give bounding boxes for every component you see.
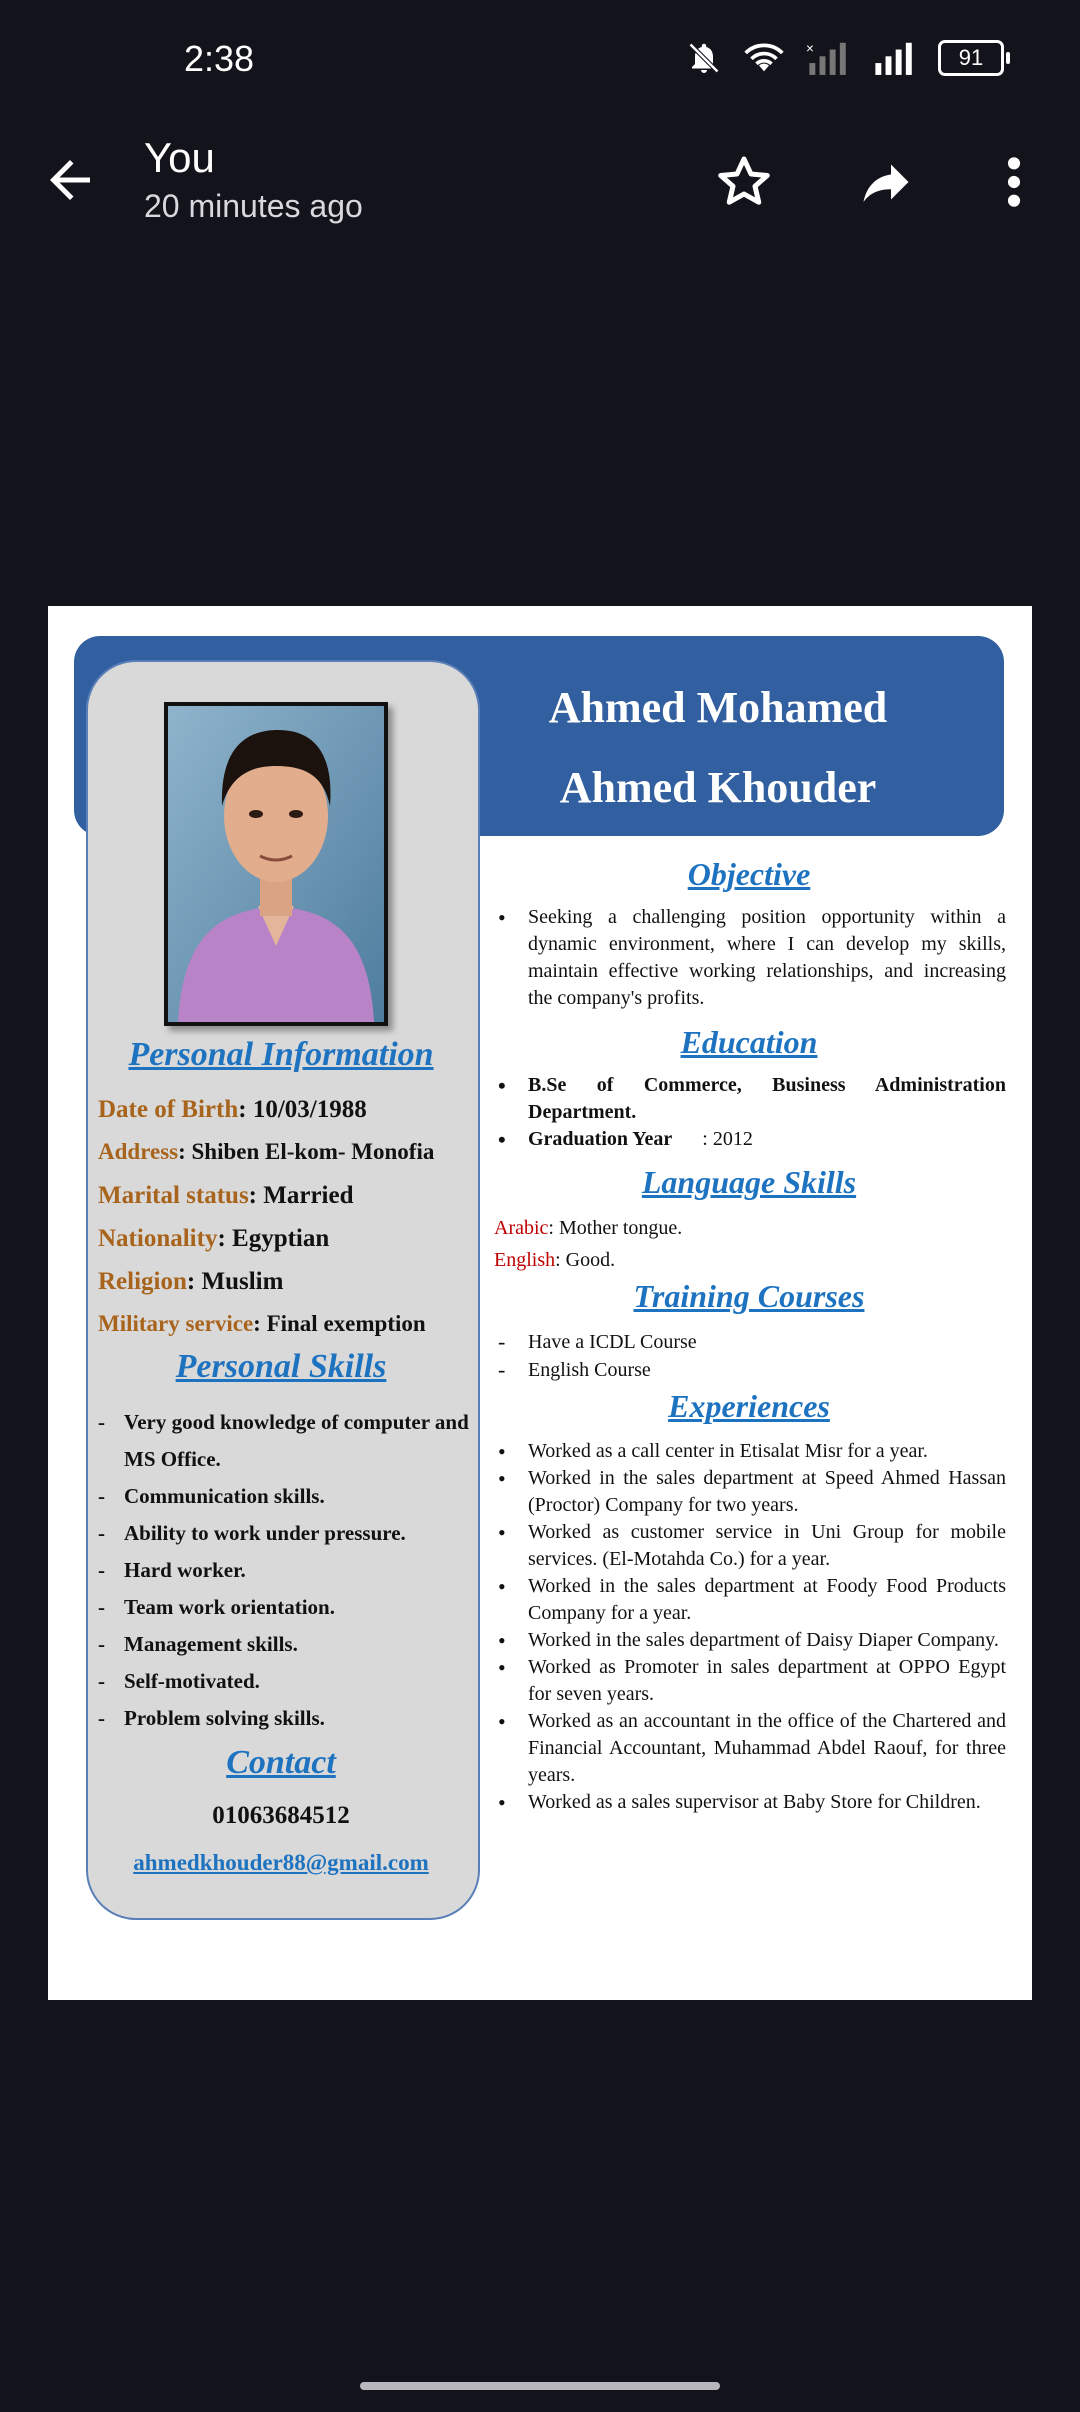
list-item: • Worked as a sales supervisor at Baby Store for Children. xyxy=(498,1790,981,1815)
list-item: • Worked as an accountant in the office of the Chartered and Financial Accountant, Muhammad Abdel Raouf, for three years. xyxy=(498,1709,1006,1786)
status-icons xyxy=(686,40,1004,76)
objective-heading: Objective xyxy=(687,856,811,892)
info-row-military xyxy=(98,1311,426,1337)
notifications-muted-icon xyxy=(686,40,722,76)
list-item: - Communication skills. xyxy=(98,1484,325,1508)
contact-email-link[interactable]: ahmedkhouder88@gmail.com xyxy=(133,1850,429,1875)
list-item: - Problem solving skills. xyxy=(98,1706,325,1730)
info-label: Military service xyxy=(98,1311,254,1336)
experiences-list xyxy=(492,1438,1006,1816)
list-item: • Worked in the sales department at Foody Food Products Company for a year. xyxy=(498,1574,1006,1624)
contact-phone: 01063684512 xyxy=(212,1802,350,1829)
status-bar xyxy=(0,0,1080,120)
resume-name-line1: Ahmed Mohamed xyxy=(548,683,888,732)
list-item: - Ability to work under pressure. xyxy=(98,1521,406,1545)
more-vertical-icon xyxy=(1004,154,1024,210)
signal-weak-icon xyxy=(806,41,850,75)
resume-image[interactable] xyxy=(48,606,1032,2000)
info-label: Date of Birth xyxy=(98,1096,239,1123)
info-row-religion xyxy=(98,1268,283,1296)
info-label: Nationality xyxy=(98,1225,218,1252)
list-item: • Graduation Year : 2012 xyxy=(498,1127,753,1152)
home-gesture-bar[interactable] xyxy=(360,2382,720,2390)
wifi-icon xyxy=(744,41,784,75)
forward-button[interactable] xyxy=(850,146,922,218)
education-list xyxy=(492,1072,1006,1153)
list-item: • B.Se of Commerce, Business Administration Department. xyxy=(498,1073,1006,1123)
sender-name: You xyxy=(144,134,215,181)
info-row-marital xyxy=(98,1182,353,1210)
list-item: • Worked as Promoter in sales department at OPPO Egypt for seven years. xyxy=(498,1655,1006,1705)
info-label: Religion xyxy=(98,1268,187,1295)
share-arrow-icon xyxy=(854,152,918,212)
list-item: Arabic: Mother tongue. xyxy=(494,1217,683,1239)
list-item: - Very good knowledge of computer and MS Office. xyxy=(98,1410,469,1471)
list-item: English: Good. xyxy=(494,1249,616,1271)
training-courses-heading: Training Courses xyxy=(633,1278,865,1314)
arrow-left-icon xyxy=(40,150,100,210)
personal-skills-heading: Personal Skills xyxy=(175,1348,387,1385)
list-item: - Have a ICDL Course xyxy=(498,1329,697,1354)
more-options-button[interactable] xyxy=(978,146,1050,218)
info-value: : Married xyxy=(248,1182,354,1209)
list-item: • Seeking a challenging position opportunity within a dynamic environment, where I can develop my skills, maintain effective working relationships, and increasing the company's profits. xyxy=(498,905,1006,1009)
languages-list xyxy=(494,1212,1008,1276)
list-item: • Worked as a call center in Etisalat Misr for a year. xyxy=(498,1439,928,1464)
profile-photo xyxy=(164,702,388,1026)
objective-text xyxy=(492,904,1006,1012)
contact-heading: Contact xyxy=(226,1744,336,1781)
svg-text:×: × xyxy=(806,41,814,56)
experiences-heading: Experiences xyxy=(668,1388,830,1424)
app-bar xyxy=(0,120,1080,240)
timestamp: 20 minutes ago xyxy=(144,188,363,224)
info-row-address xyxy=(98,1139,434,1165)
list-item: • Worked in the sales department of Daisy Diaper Company. xyxy=(498,1628,999,1653)
info-value: : Egyptian xyxy=(217,1225,330,1252)
info-row-nationality xyxy=(98,1225,329,1253)
list-item: • Worked as customer service in Uni Group for mobile services. (El-Motahda Co.) for a year. xyxy=(498,1520,1006,1570)
info-value: : Muslim xyxy=(186,1268,284,1295)
info-row-dob xyxy=(98,1096,367,1124)
education-heading: Education xyxy=(680,1024,818,1060)
star-icon xyxy=(714,152,774,212)
skills-list xyxy=(98,1404,478,1737)
list-item: - Self-motivated. xyxy=(98,1669,260,1693)
info-value: : Shiben El-kom- Monofia xyxy=(178,1139,435,1164)
info-value: : 10/03/1988 xyxy=(238,1096,367,1123)
personal-info-heading: Personal Information xyxy=(128,1036,434,1073)
signal-strong-icon xyxy=(872,41,916,75)
info-value: : Final exemption xyxy=(253,1311,426,1336)
training-list xyxy=(492,1328,1006,1384)
list-item: - Management skills. xyxy=(98,1632,298,1656)
language-skills-heading: Language Skills xyxy=(641,1164,857,1200)
list-item: • Worked in the sales department at Speed Ahmed Hassan (Proctor) Company for two years. xyxy=(498,1466,1006,1516)
info-label: Marital status xyxy=(98,1182,249,1209)
info-label: Address xyxy=(98,1139,179,1164)
back-button[interactable] xyxy=(40,150,110,210)
list-item: - Team work orientation. xyxy=(98,1595,335,1619)
list-item: - English Course xyxy=(498,1357,651,1382)
status-time: 2:38 xyxy=(184,38,255,79)
star-button[interactable] xyxy=(708,146,780,218)
resume-name-line2: Ahmed Khouder xyxy=(559,763,877,812)
battery-icon: 91 xyxy=(938,40,1004,76)
list-item: - Hard worker. xyxy=(98,1558,246,1582)
